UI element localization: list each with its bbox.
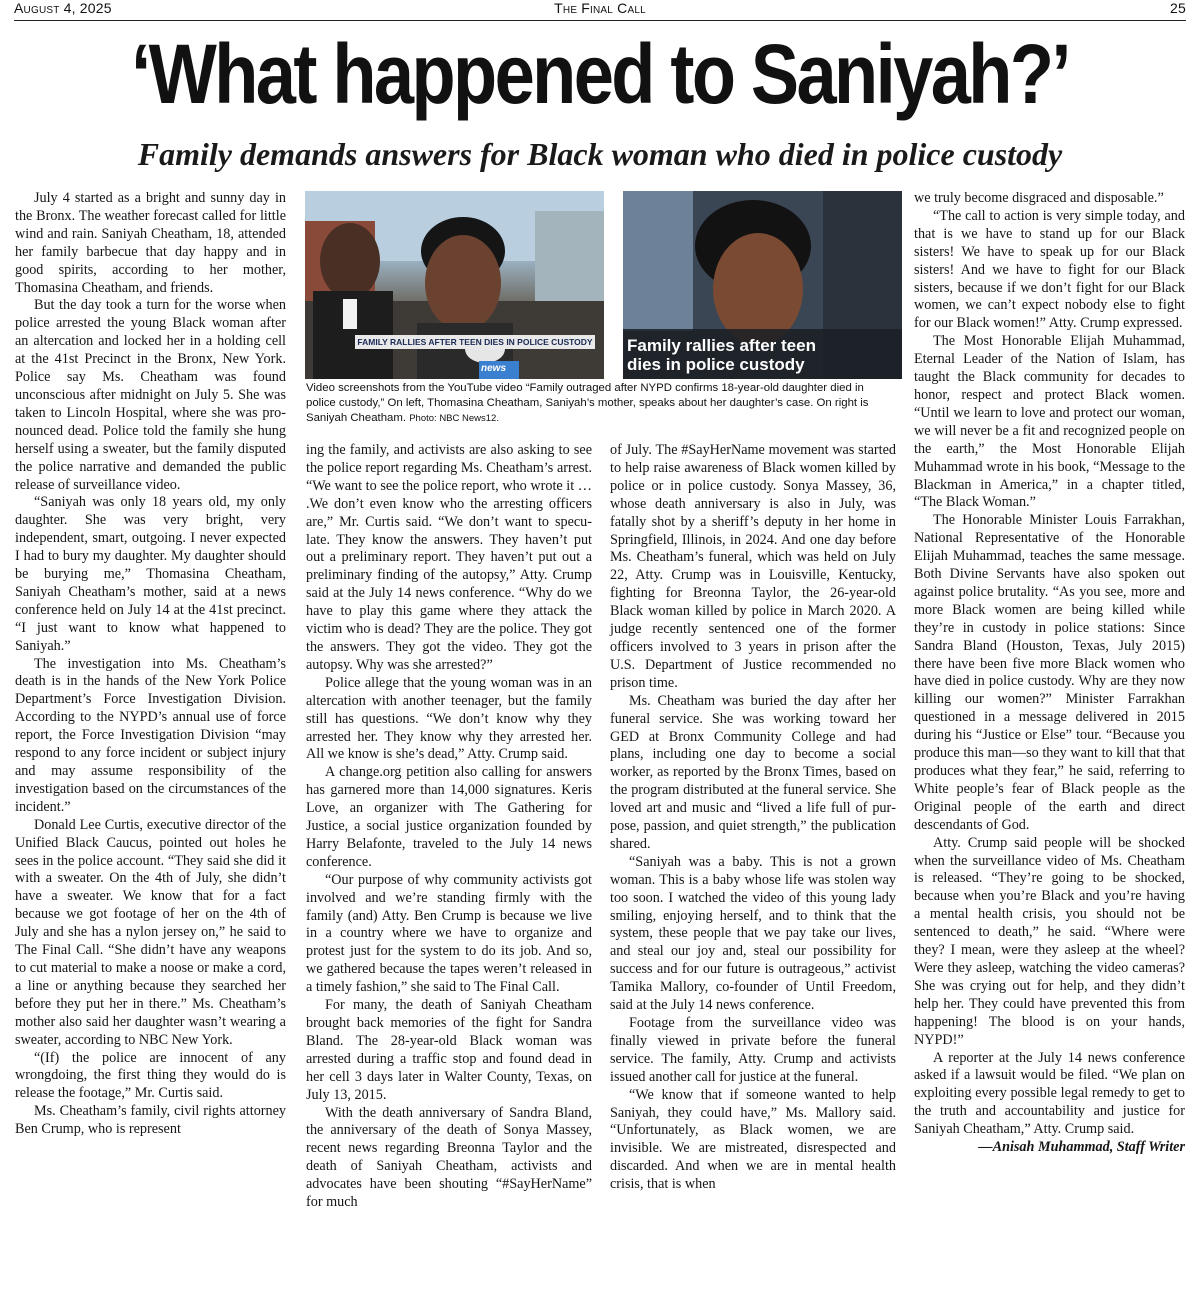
article-column-3 xyxy=(610,442,896,1290)
article-paragraph: A change.org petition also calling for answers has garnered more than 14,000 signatures. Keris Love, an organizer with The Gathering for Justice, a social justice organization founded by Harry Belafonte, traveled to the July 14 news conference. xyxy=(306,764,592,870)
article-paragraph: “Our purpose of why community activists got involved and we’re standing firmly with the family (and) Atty. Ben Crump is because we live in a country where we have to organize and protest just for the system to do its job. And so, we gathered because the tapes weren’t released in a timely fashion,” she said to The Final Call. xyxy=(306,871,592,996)
article-paragraph: Ms. Cheatham was buried the day after her funeral service. She was working toward her GED at Bronx Community College and had plans, including one day to become a social worker, as reported by the Bronx Times, based on the program distributed at the funeral service. She loved art and music and “lived a life full of purpose, passion, and quiet strength,” the publication shared. xyxy=(610,692,896,852)
article-paragraph: Police allege that the young woman was in an altercation with another teenager, but the family still has questions. “We don’t know why they arrested her. They know why they arrested her. All we know is she’s dead,” Atty. Crump said. xyxy=(306,674,592,763)
folio-page-number: 25 xyxy=(1170,0,1186,16)
article-paragraph: Atty. Crump said people will be shocked when the surveillance video of Ms. Cheatham is released. “They’re going to be shocked, because when you’re Black and you’re having a mental health crisis, you should not be sentenced to death,” he said. “Where were they? I mean, were they asleep at the wheel? Were they asleep, watching the video cameras? She was crying out for help, and they didn’t help her. They could have prevented this from happening! The blood is on your hands, NYPD!” xyxy=(914,834,1185,1048)
page-folio xyxy=(14,0,1186,18)
headline: ‘What happened to Saniyah?’ xyxy=(131,27,1069,121)
subheadline: Family demands answers for Black woman who died in police custody xyxy=(137,136,1063,172)
caption-text: Video screenshots from the YouTube video “Family outraged after NYPD confirms 18-year-old daughter died in police custody,” On left, Thomasina Cheatham, Saniyah’s mother, speaks about her daughter’s case. On right is Saniyah Cheatham. xyxy=(306,382,869,424)
photo-mother-speaking-illustration xyxy=(305,191,604,379)
article-paragraph: of July. The #SayHerName movement was started to help raise awareness of Black women killed by police or in police custody. Sonya Massey, 36, whose death anniversary is also in July, was fatally shot by a sheriff’s deputy in her home in Springfield, Illinois, in 2024. And one day before Ms. Cheatham’s funeral, which was held on July 22, Atty. Crump was in Louisville, Kentucky, fighting for Breonna Taylor, the 26-year-old Black woman killed by police in March 2020. A judge recently sentenced one of the former officers involved to 3 years in prison after the U.S. Department of Justice recommended no prison time. xyxy=(610,442,896,691)
article-paragraph: “Saniyah was a baby. This is not a grown woman. This is a baby whose life was stolen way too soon. I watched the video of this young lady smiling, enjoying herself, and to think that the system, these people that we pay take our lives, and steal our joy and, steal our possibility for success and for our future is outrageous,” activist Tamika Mallory, co-founder of Until Freedom, said at the July 14 news conference. xyxy=(610,853,896,1014)
photo-overlay-line-1: Family rallies after teen xyxy=(627,336,816,355)
article-paragraph: we truly become disgraced and disposable.” xyxy=(914,190,1164,206)
article-paragraph: For many, the death of Saniyah Cheatham brought back memories of the fight for Sandra Bland. The 28-year-old Black woman was arrested during a traffic stop and found dead in her cell 3 days later in Walter County, Texas, on July 13, 2015. xyxy=(306,997,592,1103)
article-paragraph: Footage from the surveillance video was finally viewed in private before the funeral service. The family, Atty. Crump and activists issued another call for justice at the funeral. xyxy=(610,1015,896,1085)
article-paragraph: But the day took a turn for the worse when police arrested the young Black woman after an altercation and locked her in a holding cell at the 41st Precinct in the Bronx, New York. Police say Ms. Cheatham was found unconscious after midnight on July 5. She was taken to Lincoln Hospital, where she was pronounced dead. Police told the family she hung herself using a sweater, but the family disputed the police narrative and demanded the public release of surveillance video. xyxy=(15,297,286,493)
article-column-2 xyxy=(306,442,592,1290)
photo-lower-third: FAMILY RALLIES AFTER TEEN DIES IN POLICE CUSTODY xyxy=(357,337,593,347)
photo-mother-speaking xyxy=(305,191,604,379)
article-paragraph: Donald Lee Curtis, executive director of the Unified Black Caucus, pointed out holes he sees in the police account. “They said she did it with a sweater. On the 4th of July, she didn’t have a sweater. We know that for a fact because we got footage of her on the 4th of July and she has a nylon jersey on,” he said to The Final Call. “She didn’t have any weapons to cut material to make a noose or make a cord, a line or anything because they searched her before they put her in there.” Ms. Cheatham’s mother also said her daughter wasn’t wearing a sweater, according to NBC New York. xyxy=(15,816,286,1048)
article-paragraph: “We know that if someone wanted to help Saniyah, they could have,” Ms. Mallory said. “Unfortunately, as Black women, we are invisible. We are mistreated, disrespected and discarded. And when we are in mental health crisis, that is when xyxy=(610,1086,896,1193)
article-column-1 xyxy=(15,190,286,1290)
article-paragraph: A reporter at the July 14 news conference asked if a lawsuit would be filed. “We plan on exploiting every possible legal remedy to get to the truth and accountability and justice for Saniyah Cheatham,” Atty. Crump said. xyxy=(914,1049,1185,1138)
article-paragraph: With the death anniversary of Sandra Bland, the anniversary of the death of Sonya Massey, recent news regarding Breonna Taylor and the death of Saniyah Cheatham, activists and advocates have been shouting “#SayHerName” for much xyxy=(306,1104,592,1211)
photo-overlay-line-2: dies in police custody xyxy=(627,355,805,374)
photo-saniyah xyxy=(623,191,902,379)
article-paragraph: The Most Honorable Elijah Muhammad, Eternal Leader of the Nation of Islam, has taught the Black community for decades to honor, respect and protect Black women. “Until we learn to love and protect our woman, we will never be a fit and recognized people on the earth,” the Most Honorable Elijah Muhammad wrote in his book, “Message to the Blackman in America,” in a chapter titled, “The Black Woman.” xyxy=(914,333,1185,511)
article-paragraph: The investigation into Ms. Cheatham’s death is in the hands of the New York Police Department’s Force Investigation Division. According to the NYPD’s annual use of force report, the Force Investigation Division “may respond to any force incident or subject injury and may assume responsibility of the investigation based on the circumstances of the incident.” xyxy=(15,655,286,815)
article-paragraph: July 4 started as a bright and sunny day in the Bronx. The weather forecast called for little wind and rain. Saniyah Cheatham, 18, attended her family barbecue that day happy and in good spirits, according to her mother, Thomasina Cheatham, and friends. xyxy=(15,190,286,296)
article-paragraph: “The call to action is very simple today, and that is we have to stand up for our Black sisters! We have to speak up for our Black sisters! And we have to fight for our Black sisters, because if we don’t fight for our Black women, we can’t expect nobody else to fight for our Black women!” Atty. Crump expressed. xyxy=(914,207,1185,332)
article-paragraph: “Saniyah was only 18 years old, my only daughter. She was very bright, very independent, smart, outgoing. I never expected I had to bury my daughter. My daughter should be burying me,” Thomasina Cheatham, Saniyah Cheatham’s mother, said at a news conference held on July 14 at the 41st precinct. “I just want to know what happened to Saniyah.” xyxy=(15,494,286,654)
photo-credit: Photo: NBC News12. xyxy=(409,413,499,424)
mic-flag-label: news xyxy=(481,363,507,374)
article-paragraph: The Honorable Minister Louis Farrakhan, National Representative of the Honorable Elijah Muhammad, teaches the same message. Both Divine Servants have also spoken out against police brutality. “As you see, more and more Black women are being killed while they’re in custody in police stations: Since Sandra Bland (Houston, Texas, July 2015) there have been five more Black women who have died in police custody. Why are they now killing our women?” Minister Farrakhan questioned in a message delivered in 2015 during his “Justice or Else” tour. “Because you produce this man—so they want to kill that that produces what they fear,” he said, referring to White people’s fear of Black people as the Original people of the earth and direct descendants of God. xyxy=(914,512,1185,833)
folio-date: August 4, 2025 xyxy=(14,0,112,16)
article-paragraph: “(If) the police are innocent of any wrongdoing, the first thing they would do is release the footage,” Mr. Curtis said. xyxy=(15,1049,286,1102)
photo-caption xyxy=(306,381,896,426)
article-column-4 xyxy=(914,190,1185,1290)
article-paragraph: Ms. Cheatham’s family, civil rights attorney Ben Crump, who is represent xyxy=(15,1103,286,1138)
folio-rule xyxy=(14,20,1186,21)
byline: —Anisah Muhammad, Staff Writer xyxy=(978,1139,1185,1156)
article-paragraph: ing the family, and activists are also asking to see the police report regarding Ms. Cheatham’s arrest. “We want to see the police report, who wrote it … .We don’t even know who the arresting officers are,” Mr. Curtis said. “We don’t want to speculate. They know the answers. They haven’t put out a preliminary report. They haven’t put out a preliminary finding of the autopsy,” Atty. Crump said at the July 14 news conference. “Why do we have to play this game where they attack the victim who is dead? They are the police. They got the answers. They got the video. They got the autopsy. Why was she arrested?” xyxy=(306,442,592,673)
folio-paper-name: The Final Call xyxy=(554,0,646,16)
